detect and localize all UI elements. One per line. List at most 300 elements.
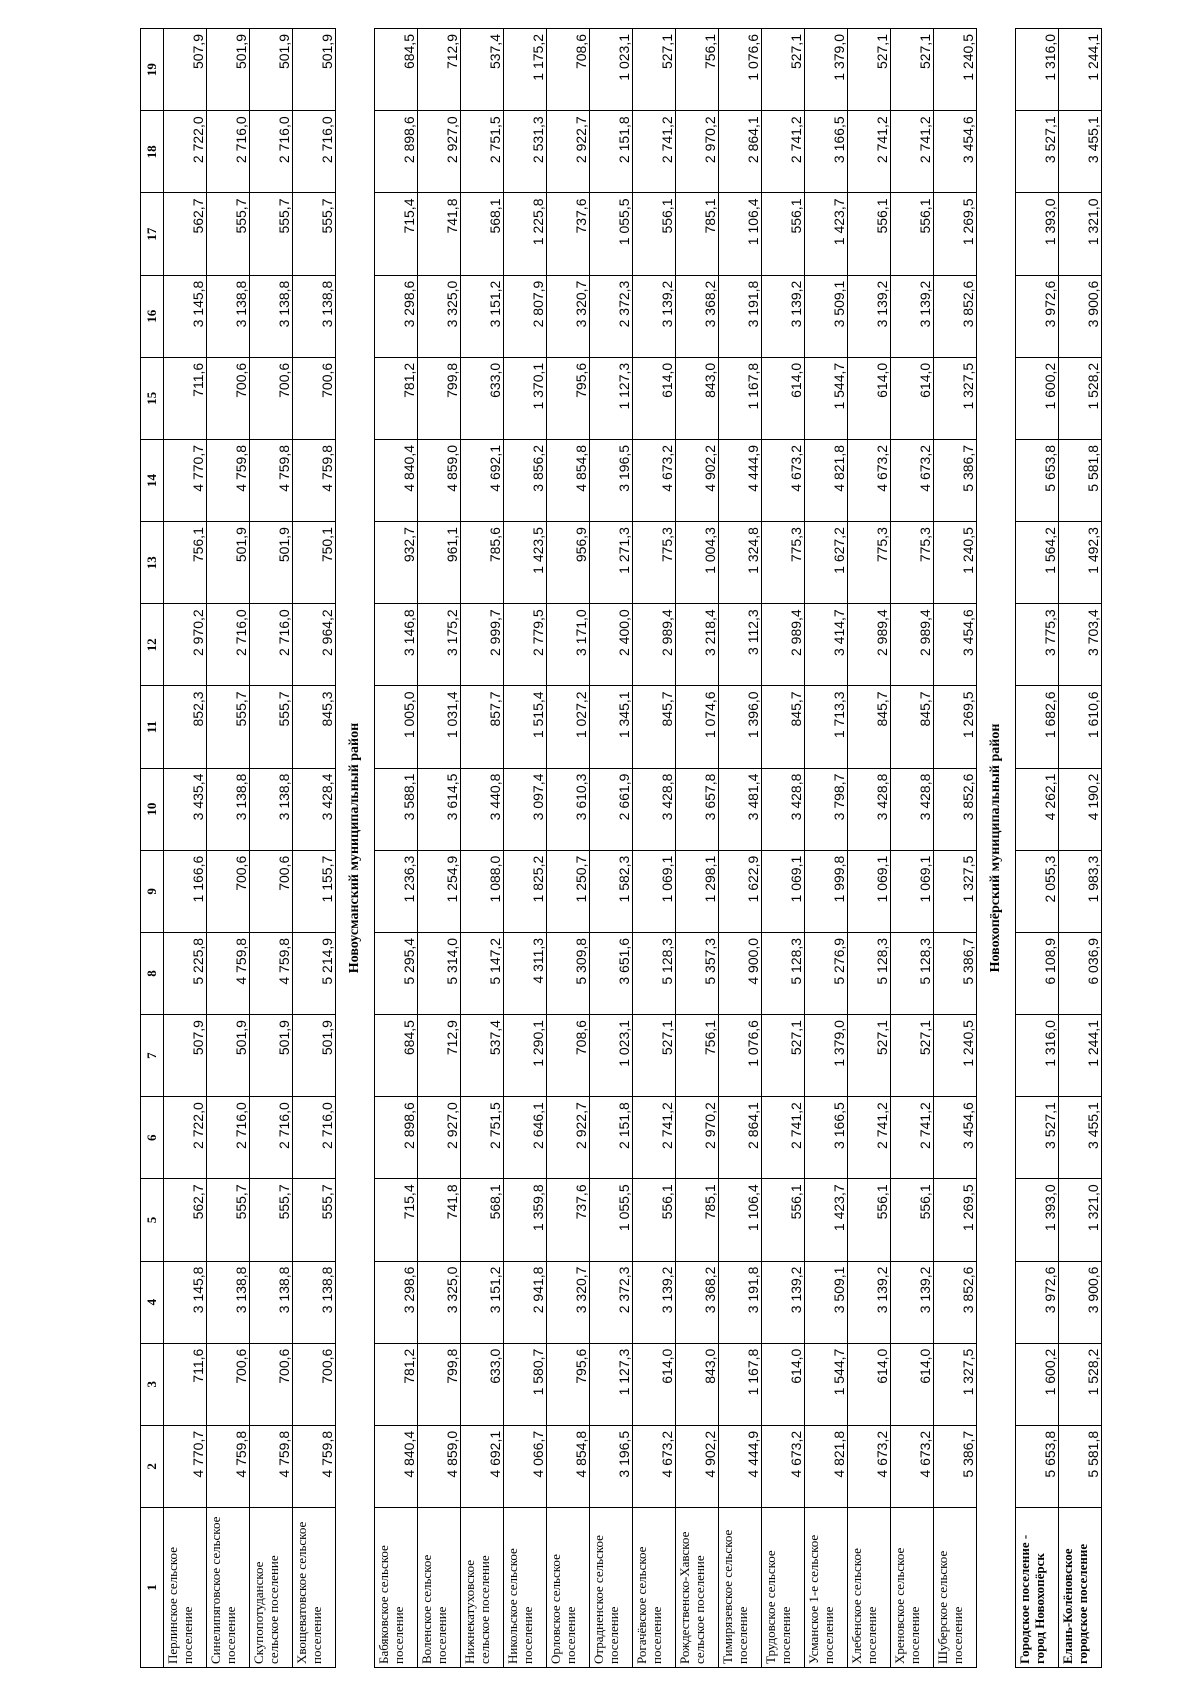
table-cell: 4 262,1 [1016,768,1059,850]
settlement-name: Никольское сельское поселение [504,1508,547,1668]
table-cell: 781,2 [375,357,418,439]
table-cell: 3 298,6 [375,1261,418,1343]
table-row [250,29,293,1668]
table-cell: 3 298,6 [375,275,418,357]
table-cell: 2 989,4 [762,604,805,686]
table-row [375,29,418,1668]
column-header: 19 [141,29,164,111]
table-cell: 1 582,3 [590,850,633,932]
settlement-name: Воленское сельское поселение [418,1508,461,1668]
table-cell: 633,0 [461,1343,504,1425]
table-cell: 956,9 [547,522,590,604]
table-cell: 3 175,2 [418,604,461,686]
table-cell: 1 327,5 [934,357,977,439]
table-cell: 1 423,7 [805,1179,848,1261]
table-cell: 555,7 [207,686,250,768]
table-cell: 1 999,8 [805,850,848,932]
table-cell: 845,3 [293,686,336,768]
table-cell: 2 716,0 [207,1097,250,1179]
table-row [547,29,590,1668]
table-cell: 845,7 [762,686,805,768]
table-cell: 1 106,4 [719,193,762,275]
table-row [504,29,547,1668]
table-cell: 4 859,0 [418,439,461,521]
table-cell: 1 240,5 [934,522,977,604]
table-cell: 2 898,6 [375,111,418,193]
table-cell: 2 661,9 [590,768,633,850]
table-cell: 3 320,7 [547,275,590,357]
table-cell: 4 854,8 [547,439,590,521]
table-cell: 932,7 [375,522,418,604]
table-cell: 775,3 [891,522,934,604]
table-cell: 1 682,6 [1016,686,1059,768]
table-cell: 6 036,9 [1059,932,1102,1014]
table-row [1059,29,1102,1668]
table-cell: 4 902,2 [676,439,719,521]
column-header: 1 [141,1508,164,1668]
table-cell: 3 139,2 [891,1261,934,1343]
settlement-name: Орловское сельское поселение [547,1508,590,1668]
table-cell: 3 454,6 [934,604,977,686]
table-cell: 3 588,1 [375,768,418,850]
table-cell: 4 759,8 [207,932,250,1014]
table-cell: 1 600,2 [1016,1343,1059,1425]
table-cell: 4 759,8 [207,1425,250,1507]
table-cell: 2 716,0 [293,111,336,193]
table-cell: 3 191,8 [719,275,762,357]
table-cell: 527,1 [848,29,891,111]
table-cell: 756,1 [676,29,719,111]
table-cell: 556,1 [891,1179,934,1261]
column-header: 14 [141,439,164,521]
table-cell: 795,6 [547,357,590,439]
table-cell: 556,1 [762,193,805,275]
table-cell: 3 900,6 [1059,1261,1102,1343]
table-cell: 3 852,6 [934,275,977,357]
table-cell: 1 074,6 [676,686,719,768]
column-header: 13 [141,522,164,604]
table-cell: 1 167,8 [719,357,762,439]
table-cell: 2 372,3 [590,1261,633,1343]
table-cell: 3 440,8 [461,768,504,850]
table-cell: 3 139,2 [762,275,805,357]
settlement-name: Синелипяговское сельское поселение [207,1508,250,1668]
table-cell: 2 864,1 [719,1097,762,1179]
table-cell: 501,9 [250,1015,293,1097]
column-header: 18 [141,111,164,193]
table-cell: 501,9 [293,1015,336,1097]
table-cell: 4 673,2 [848,1425,891,1507]
table-cell: 700,6 [293,1343,336,1425]
table-cell: 711,6 [164,357,207,439]
table-cell: 555,7 [250,193,293,275]
table-cell: 2 531,3 [504,111,547,193]
table-cell: 3 428,4 [293,768,336,850]
table-cell: 4 759,8 [250,1425,293,1507]
table-cell: 1 610,6 [1059,686,1102,768]
table-cell: 527,1 [633,29,676,111]
table-cell: 3 112,3 [719,604,762,686]
table-cell: 961,1 [418,522,461,604]
table-cell: 2 716,0 [207,604,250,686]
table-cell: 1 627,2 [805,522,848,604]
table-cell: 4 770,7 [164,1425,207,1507]
table-row [676,29,719,1668]
table-cell: 1 290,1 [504,1015,547,1097]
table-cell: 1 269,5 [934,686,977,768]
table-cell: 2 989,4 [848,604,891,686]
table-cell: 3 145,8 [164,275,207,357]
table-cell: 1 031,4 [418,686,461,768]
table-cell: 1 069,1 [848,850,891,932]
table-cell: 1 327,5 [934,850,977,932]
table-cell: 3 138,8 [250,1261,293,1343]
column-header: 15 [141,357,164,439]
table-cell: 1 254,9 [418,850,461,932]
table-cell: 2 055,3 [1016,850,1059,932]
table-cell: 700,6 [250,1343,293,1425]
table-cell: 3 139,2 [848,275,891,357]
table-cell: 3 138,8 [293,275,336,357]
table-cell: 1 324,8 [719,522,762,604]
table-row [164,29,207,1668]
table-cell: 2 970,2 [676,111,719,193]
table-cell: 4 770,7 [164,439,207,521]
table-cell: 5 386,7 [934,439,977,521]
table-cell: 501,9 [207,1015,250,1097]
column-header: 3 [141,1343,164,1425]
column-header: 10 [141,768,164,850]
table-cell: 5 581,8 [1059,439,1102,521]
table-cell: 556,1 [891,193,934,275]
table-cell: 3 614,5 [418,768,461,850]
table-cell: 1 983,3 [1059,850,1102,932]
table-cell: 2 807,9 [504,275,547,357]
table-row [633,29,676,1668]
table-cell: 1 393,0 [1016,193,1059,275]
table-row [590,29,633,1668]
table-cell: 5 386,7 [934,1425,977,1507]
table-cell: 1 528,2 [1059,1343,1102,1425]
page-number [64,0,88,28]
table-cell: 1 396,0 [719,686,762,768]
settlement-name: Бабяковское сельское поселение [375,1508,418,1668]
table-cell: 1 600,2 [1016,357,1059,439]
table-cell: 562,7 [164,1179,207,1261]
table-cell: 1 423,5 [504,522,547,604]
table-cell: 1 005,0 [375,686,418,768]
table-cell: 5 357,3 [676,932,719,1014]
table-cell: 1 106,4 [719,1179,762,1261]
settlement-name: Рогачёвское сельское поселение [633,1508,676,1668]
table-cell: 3 527,1 [1016,1097,1059,1179]
table-cell: 3 900,6 [1059,275,1102,357]
table-cell: 4 759,8 [293,1425,336,1507]
table-cell: 556,1 [848,193,891,275]
table-cell: 527,1 [762,1015,805,1097]
table-cell: 501,9 [207,29,250,111]
rotated-table-container [140,28,1160,1668]
table-cell: 4 673,2 [762,439,805,521]
table-cell: 4 840,4 [375,1425,418,1507]
table-cell: 4 673,2 [633,1425,676,1507]
table-cell: 3 138,8 [250,275,293,357]
table-cell: 501,9 [293,29,336,111]
table-cell: 775,3 [848,522,891,604]
table-cell: 3 852,6 [934,768,977,850]
table-cell: 3 527,1 [1016,111,1059,193]
table-cell: 3 138,8 [207,1261,250,1343]
table-cell: 785,6 [461,522,504,604]
table-cell: 3 191,8 [719,1261,762,1343]
column-header: 7 [141,1015,164,1097]
table-cell: 1 515,4 [504,686,547,768]
table-cell: 1 564,2 [1016,522,1059,604]
table-cell: 3 171,0 [547,604,590,686]
table-cell: 501,9 [250,522,293,604]
table-cell: 843,0 [676,1343,719,1425]
table-cell: 633,0 [461,357,504,439]
table-cell: 5 214,9 [293,932,336,1014]
table-cell: 2 941,8 [504,1261,547,1343]
table-cell: 1 528,2 [1059,357,1102,439]
table-cell: 556,1 [633,193,676,275]
table-cell: 775,3 [633,522,676,604]
table-cell: 1 423,7 [805,193,848,275]
table-cell: 1 492,3 [1059,522,1102,604]
table-cell: 756,1 [164,522,207,604]
table-cell: 527,1 [891,29,934,111]
table-cell: 845,7 [891,686,934,768]
table-cell: 1 240,5 [934,29,977,111]
table-cell: 1 055,5 [590,193,633,275]
table-cell: 556,1 [848,1179,891,1261]
table-cell: 562,7 [164,193,207,275]
table-cell: 1 004,3 [676,522,719,604]
table-cell: 3 325,0 [418,1261,461,1343]
section-title: Новохопёрский муниципальный район [988,723,1003,973]
table-cell: 3 139,2 [762,1261,805,1343]
table-cell: 1 825,2 [504,850,547,932]
table-cell: 568,1 [461,193,504,275]
table-row [934,29,977,1668]
column-header: 8 [141,932,164,1014]
table-cell: 1 069,1 [762,850,805,932]
table-cell: 2 741,2 [762,111,805,193]
table-cell: 684,5 [375,1015,418,1097]
header-row [141,29,164,1668]
table-cell: 3 166,5 [805,111,848,193]
table-row [762,29,805,1668]
column-header: 17 [141,193,164,275]
table-cell: 795,6 [547,1343,590,1425]
table-cell: 3 428,8 [762,768,805,850]
table-cell: 5 225,8 [164,932,207,1014]
table-cell: 2 741,2 [633,111,676,193]
table-cell: 3 196,5 [590,1425,633,1507]
settlement-name: Елань-Колёновское городское поселение [1059,1508,1102,1668]
column-header: 16 [141,275,164,357]
table-cell: 4 444,9 [719,1425,762,1507]
table-cell: 1 359,8 [504,1179,547,1261]
table-cell: 3 138,8 [250,768,293,850]
table-cell: 1 250,7 [547,850,590,932]
table-row [1016,29,1059,1668]
table-cell: 2 646,1 [504,1097,547,1179]
table-cell: 4 759,8 [250,439,293,521]
table-cell: 4 759,8 [293,439,336,521]
table-cell: 775,3 [762,522,805,604]
table-cell: 4 902,2 [676,1425,719,1507]
table-cell: 4 692,1 [461,439,504,521]
settlement-name: Скупопотуданское сельское поселение [250,1508,293,1668]
table-cell: 2 400,0 [590,604,633,686]
table-cell: 501,9 [207,522,250,604]
table-cell: 857,7 [461,686,504,768]
column-header: 9 [141,850,164,932]
table-cell: 507,9 [164,29,207,111]
table-cell: 3 454,6 [934,111,977,193]
table-cell: 527,1 [848,1015,891,1097]
table-cell: 507,9 [164,1015,207,1097]
table-cell: 556,1 [633,1179,676,1261]
settlement-name: Шуберское сельское поселение [934,1508,977,1668]
table-cell: 5 314,0 [418,932,461,1014]
table-cell: 5 386,7 [934,932,977,1014]
table-cell: 1 316,0 [1016,29,1059,111]
table-cell: 537,4 [461,1015,504,1097]
table-cell: 2 999,7 [461,604,504,686]
table-cell: 3 610,3 [547,768,590,850]
table-cell: 1 544,7 [805,357,848,439]
table-cell: 614,0 [633,1343,676,1425]
settlement-name: Хвощеватовское сельское поселение [293,1508,336,1668]
table-cell: 3 138,8 [293,1261,336,1343]
table-cell: 5 276,9 [805,932,848,1014]
table-cell: 1 622,9 [719,850,762,932]
table-cell: 4 673,2 [633,439,676,521]
table-cell: 1 023,1 [590,29,633,111]
table-cell: 1 225,8 [504,193,547,275]
table-cell: 3 972,6 [1016,275,1059,357]
table-cell: 3 972,6 [1016,1261,1059,1343]
table-cell: 708,6 [547,29,590,111]
table-cell: 1 544,7 [805,1343,848,1425]
table-cell: 708,6 [547,1015,590,1097]
table-cell: 3 151,2 [461,275,504,357]
table-cell: 1 269,5 [934,193,977,275]
settlement-name: Хреновское сельское поселение [891,1508,934,1668]
table-cell: 852,3 [164,686,207,768]
table-cell: 3 703,4 [1059,604,1102,686]
table-cell: 1 127,3 [590,1343,633,1425]
table-cell: 4 673,2 [891,1425,934,1507]
table-cell: 4 673,2 [848,439,891,521]
table-cell: 785,1 [676,1179,719,1261]
table-cell: 4 840,4 [375,439,418,521]
column-header: 12 [141,604,164,686]
table-cell: 1 236,3 [375,850,418,932]
table-cell: 1 155,7 [293,850,336,932]
table-cell: 785,1 [676,193,719,275]
table-cell: 4 759,8 [250,932,293,1014]
section-row [977,29,1016,1668]
table-cell: 537,4 [461,29,504,111]
table-cell: 4 673,2 [891,439,934,521]
table-cell: 2 751,5 [461,111,504,193]
table-cell: 4 821,8 [805,1425,848,1507]
table-row [293,29,336,1668]
table-cell: 4 854,8 [547,1425,590,1507]
table-cell: 3 454,6 [934,1097,977,1179]
table-cell: 3 139,2 [848,1261,891,1343]
table-cell: 3 775,3 [1016,604,1059,686]
settlement-name: Нижнекатуховское сельское поселение [461,1508,504,1668]
table-cell: 555,7 [250,686,293,768]
table-cell: 3 139,2 [633,275,676,357]
table-cell: 3 509,1 [805,1261,848,1343]
table-cell: 5 581,8 [1059,1425,1102,1507]
table-cell: 2 151,8 [590,1097,633,1179]
table-cell: 3 196,5 [590,439,633,521]
table-cell: 4 190,2 [1059,768,1102,850]
table-cell: 1 379,0 [805,29,848,111]
table-cell: 614,0 [633,357,676,439]
table-cell: 1 321,0 [1059,1179,1102,1261]
table-cell: 741,8 [418,1179,461,1261]
table-cell: 799,8 [418,357,461,439]
table-cell: 3 151,2 [461,1261,504,1343]
table-cell: 684,5 [375,29,418,111]
table-cell: 4 859,0 [418,1425,461,1507]
table-cell: 1 076,6 [719,29,762,111]
table-cell: 3 651,6 [590,932,633,1014]
settlement-name: Отрадненское сельское поселение [590,1508,633,1668]
column-header: 6 [141,1097,164,1179]
table-cell: 2 716,0 [250,111,293,193]
table-cell: 750,1 [293,522,336,604]
table-cell: 715,4 [375,1179,418,1261]
table-cell: 1 027,2 [547,686,590,768]
table-cell: 3 435,4 [164,768,207,850]
table-cell: 1 088,0 [461,850,504,932]
table-cell: 741,8 [418,193,461,275]
table-cell: 3 218,4 [676,604,719,686]
table-cell: 1 167,8 [719,1343,762,1425]
table-cell: 3 856,2 [504,439,547,521]
table-cell: 1 269,5 [934,1179,977,1261]
table-cell: 2 927,0 [418,111,461,193]
table-cell: 555,7 [207,193,250,275]
table-cell: 1 321,0 [1059,193,1102,275]
table-cell: 712,9 [418,29,461,111]
table-cell: 5 128,3 [891,932,934,1014]
table-cell: 1 175,2 [504,29,547,111]
table-cell: 1 244,1 [1059,29,1102,111]
table-cell: 4 444,9 [719,439,762,521]
table-cell: 3 455,1 [1059,111,1102,193]
table-cell: 2 970,2 [164,604,207,686]
table-cell: 6 108,9 [1016,932,1059,1014]
column-header: 4 [141,1261,164,1343]
table-cell: 614,0 [891,357,934,439]
table-cell: 712,9 [418,1015,461,1097]
table-cell: 3 138,8 [207,275,250,357]
table-cell: 3 657,8 [676,768,719,850]
table-cell: 3 139,2 [633,1261,676,1343]
table-cell: 2 741,2 [633,1097,676,1179]
table-cell: 3 455,1 [1059,1097,1102,1179]
